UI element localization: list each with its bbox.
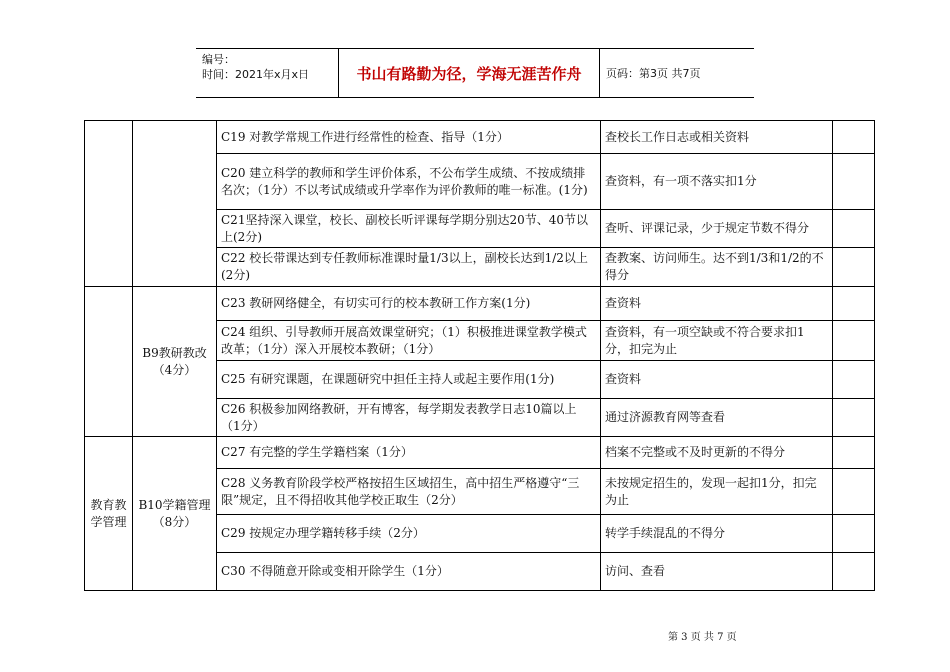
method-cell: 转学手续混乱的不得分: [601, 515, 833, 553]
header-page: 页码：第3页 共7页: [606, 67, 701, 80]
criterion-cell: C29 按规定办理学籍转移手续（2分）: [217, 515, 601, 553]
score-cell: [833, 248, 875, 287]
group-a-cell-top: [85, 121, 133, 287]
method-cell: 查资料: [601, 361, 833, 399]
score-cell: [833, 287, 875, 321]
score-cell: [833, 154, 875, 210]
score-cell: [833, 321, 875, 361]
criterion-cell: C19 对教学常规工作进行经常性的检查、指导（1分）: [217, 121, 601, 154]
table-row: [85, 287, 875, 321]
criterion-cell: C23 教研网络健全，有切实可行的校本教研工作方案(1分): [217, 287, 601, 321]
score-cell: [833, 437, 875, 469]
evaluation-table: [84, 120, 875, 591]
criterion-cell: C21坚持深入课堂，校长、副校长听评课每学期分别达20节、40节以上(2分): [217, 210, 601, 248]
criterion-cell: C30 不得随意开除或变相开除学生（1分）: [217, 553, 601, 591]
page-footer: 第 3 页 共 7 页: [668, 632, 737, 643]
criterion-cell: C20 建立科学的教师和学生评价体系，不公布学生成绩、不按成绩排名次；（1分）不以考试成绩或升学率作为评价教师的唯一标准。(1分): [217, 154, 601, 210]
group-a-cell-mid: [85, 287, 133, 437]
method-cell: 未按规定招生的，发现一起扣1分，扣完为止: [601, 469, 833, 515]
score-cell: [833, 553, 875, 591]
criterion-cell: C22 校长带课达到专任教师标准课时量1/3以上，副校长达到1/2以上(2分): [217, 248, 601, 287]
criterion-cell: C24 组织、引导教师开展高效课堂研究；（1）积极推进课堂教学模式改革；（1分）深入开展校本教研；（1分）: [217, 321, 601, 361]
method-cell: 查听、评课记录，少于规定节数不得分: [601, 210, 833, 248]
score-cell: [833, 210, 875, 248]
criterion-cell: C26 积极参加网络教研，开有博客，每学期发表教学日志10篇以上（1分）: [217, 399, 601, 437]
criterion-cell: C25 有研究课题，在课题研究中担任主持人或起主要作用(1分): [217, 361, 601, 399]
criterion-cell: C27 有完整的学生学籍档案（1分）: [217, 437, 601, 469]
score-cell: [833, 469, 875, 515]
group-b-cell-top: [133, 121, 217, 287]
method-cell: 通过济源教育网等查看: [601, 399, 833, 437]
score-cell: [833, 515, 875, 553]
criterion-cell: C28 义务教育阶段学校严格按招生区域招生，高中招生严格遵守“三限”规定，且不得招收其他学校正取生（2分）: [217, 469, 601, 515]
table-row: [85, 121, 875, 154]
score-cell: [833, 361, 875, 399]
table-row: [85, 437, 875, 469]
method-cell: 档案不完整或不及时更新的不得分: [601, 437, 833, 469]
header-number: 编号：: [202, 53, 235, 66]
method-cell: 查校长工作日志或相关资料: [601, 121, 833, 154]
group-a-label: 教育教学管理: [85, 437, 133, 591]
method-cell: 查资料，有一项空缺或不符合要求扣1分，扣完为止: [601, 321, 833, 361]
header-slogan: 书山有路勤为径，学海无涯苦作舟: [339, 49, 600, 97]
group-b10-label: B10学籍管理（8分）: [133, 437, 217, 591]
score-cell: [833, 399, 875, 437]
header-meta: [196, 49, 339, 97]
method-cell: 查资料，有一项不落实扣1分: [601, 154, 833, 210]
group-b9-label: B9教研教改（4分）: [133, 287, 217, 437]
method-cell: 查资料: [601, 287, 833, 321]
header-time: 时间：2021年x月x日: [202, 68, 310, 81]
page-header: [196, 48, 754, 98]
method-cell: 访问、查看: [601, 553, 833, 591]
method-cell: 查教案、访问师生。达不到1/3和1/2的不得分: [601, 248, 833, 287]
score-cell: [833, 121, 875, 154]
